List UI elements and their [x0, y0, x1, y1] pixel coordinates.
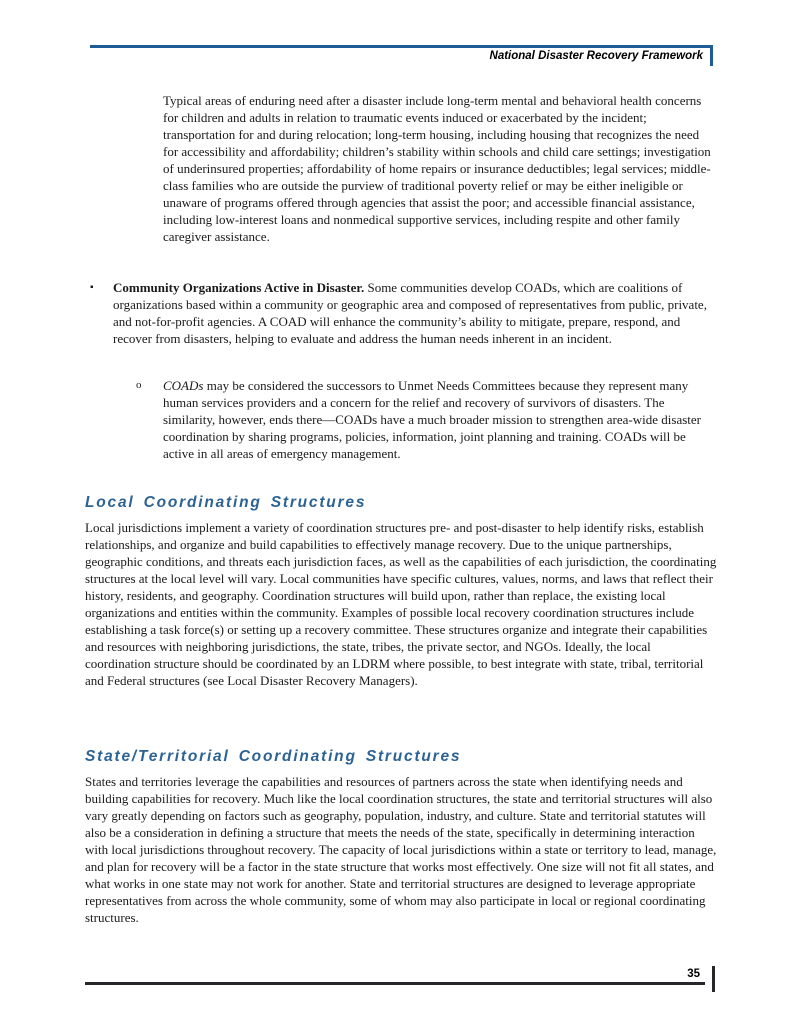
bullet-paragraph	[113, 279, 717, 347]
intro-paragraph: Typical areas of enduring need after a disaster include long-term mental and behavioral health concerns for children and adults in relation to traumatic events induced or exacerbated by the incident; transportation for and during relocation; long-term housing, including housing that recognizes the need for accessibility and affordability; children’s stability within schools and child care settings; investigation of underinsured properties; affordability of home repairs or insurance deductibles; legal services; middle-class families who are outside the purview of traditional poverty relief or may be either ineligible or unaware of programs offered through agencies that assist the poor; and accessible financial assistance, including low-interest loans and nonmedical supportive services, including respite and other family caregiver assistance.	[163, 93, 711, 244]
section-heading-state-territorial-coordinating-structures: State/Territorial Coordinating Structures	[85, 748, 462, 765]
section-paragraph-local: Local jurisdictions implement a variety of coordination structures pre- and post-disaster to help identify risks, establish relationships, and organize and build capabilities to effectively manage recovery. Due to the unique partnerships, geographic conditions, and threats each jurisdiction faces, as well as the capabilities of each jurisdiction, the coordinating structures at the local level will vary. Local communities have specific cultures, values, norms, and laws that reflect their history, residents, and geography. Coordination structures will build upon, rather than replace, the existing local organizations and entities within the community. Examples of possible local recovery coordination structures include establishing a task force(s) or setting up a recovery committee. These structures organize and integrate their capabilities and resources with neighboring jurisdictions, the state, tribes, the private sector, and NGOs. Ideally, the local coordination structure should be coordinated by an LDRM where possible, to best integrate with state, tribal, territorial and Federal structures (see Local Disaster Recovery Managers).	[85, 520, 717, 688]
square-bullet-icon: ▪	[90, 282, 94, 293]
sub-bullet-list-item	[136, 377, 712, 462]
sub-bullet-lead-text: COADs	[163, 378, 204, 393]
document-title: National Disaster Recovery Framework	[489, 50, 703, 62]
sub-bullet-body-text: may be considered the successors to Unmet Needs Committees because they represent many human services providers and a concern for the relief and recovery of survivors of disasters. The similarity, however, ends there—COADs have a much broader mission to strengthen area-wide disaster coordination by sharing programs, policies, information, joint planning and training. COADs will be active in all areas of emergency management.	[163, 378, 701, 461]
page-header	[90, 45, 712, 62]
bullet-lead-text: Community Organizations Active in Disaster.	[113, 280, 365, 295]
section-paragraph-state: States and territories leverage the capabilities and resources of partners across the state when identifying needs and building capabilities for recovery. Much like the local coordination structures, the state and territorial structures will also vary greatly depending on factors such as geography, population, industry, and culture. State and territorial statutes will also be a consideration in defining a structure that meets the needs of the state, specifically in determining interaction with local jurisdictions throughout recovery. The capacity of local jurisdictions within a state or territory to lead, manage, and plan for recovery will be a factor in the state structure that works most effectively. One size will not fit all states, and what works in one state may not work for another. State and territorial structures are designed to leverage appropriate representatives from across the whole community, some of whom may also participate in local or regional coordinating structures.	[85, 774, 717, 925]
sub-bullet-paragraph	[163, 377, 712, 462]
page-number: 35	[687, 968, 700, 980]
page-footer	[85, 968, 705, 985]
header-corner-bar	[710, 45, 713, 66]
circle-bullet-icon: o	[136, 379, 142, 391]
bullet-body-text: Some communities develop COADs, which are coalitions of organizations based within a community or geographic area and composed of representatives from public, private, and not-for-profit agencies. A COAD will enhance the community’s ability to mitigate, prepare, respond, and recover from disasters, helping to evaluate and address the human needs inherent in an incident.	[113, 280, 707, 346]
bullet-list-item	[90, 279, 717, 347]
section-heading-local-coordinating-structures: Local Coordinating Structures	[85, 494, 367, 511]
footer-rule	[85, 982, 705, 985]
header-rule	[90, 45, 712, 48]
footer-corner-bar	[712, 966, 715, 992]
